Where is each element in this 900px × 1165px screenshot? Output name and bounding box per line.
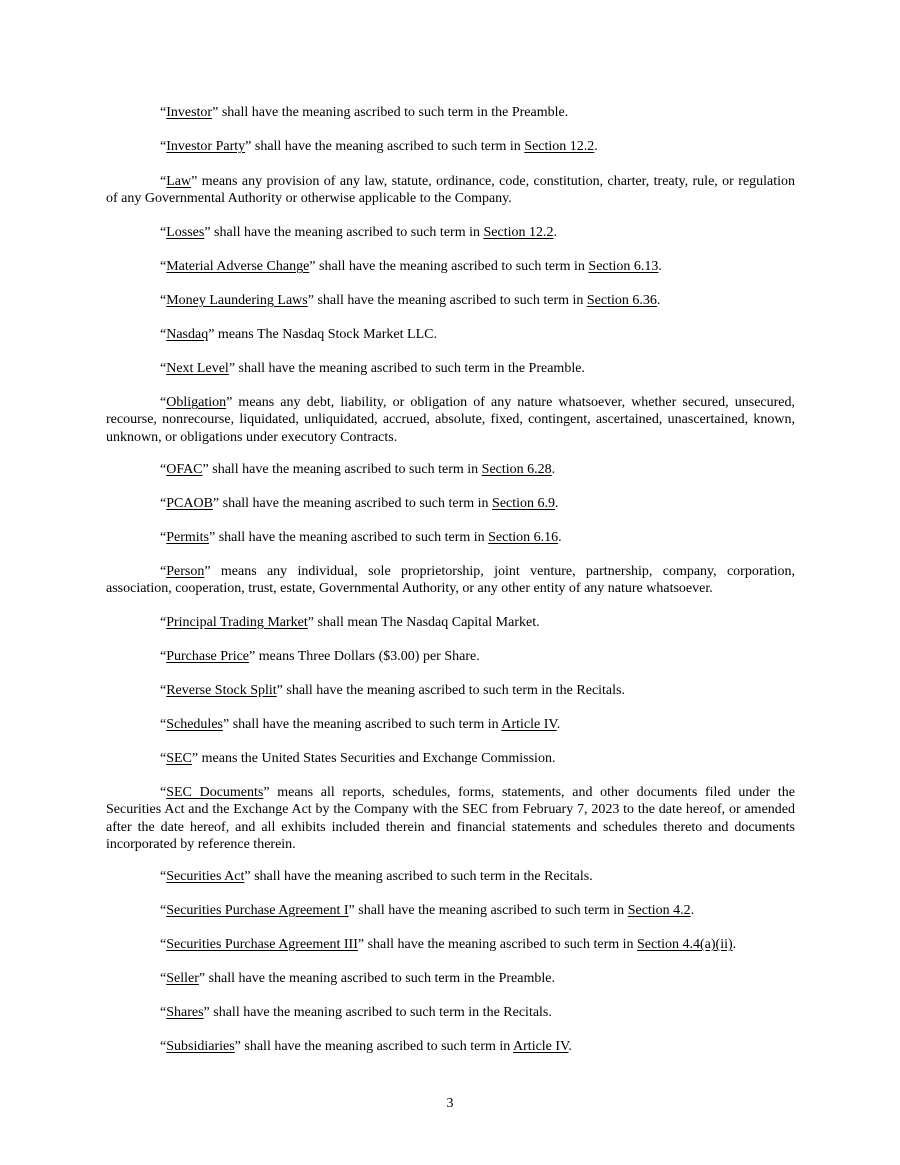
defined-term: Reverse Stock Split xyxy=(166,683,277,698)
section-reference: Section 6.13 xyxy=(588,259,659,274)
definition-paragraph: “Shares” shall have the meaning ascribed to such term in the Recitals. xyxy=(160,1005,552,1020)
section-reference: Article IV xyxy=(513,1039,569,1054)
section-reference: Section 12.2 xyxy=(524,139,595,154)
definition-paragraph: “Material Adverse Change” shall have the meaning ascribed to such term in Section 6.13. xyxy=(160,259,662,274)
defined-term: Subsidiaries xyxy=(166,1039,235,1054)
defined-term: Securities Purchase Agreement III xyxy=(166,937,358,952)
definition-paragraph: “OFAC” shall have the meaning ascribed to such term in Section 6.28. xyxy=(160,462,556,477)
definition-paragraph: “SEC” means the United States Securities and Exchange Commission. xyxy=(160,751,556,766)
defined-term: Securities Act xyxy=(166,869,245,884)
defined-term: SEC xyxy=(166,751,192,766)
section-reference: Section 6.36 xyxy=(586,293,657,308)
definition-paragraph: “Nasdaq” means The Nasdaq Stock Market LLC. xyxy=(160,327,437,342)
definition-paragraph: “Principal Trading Market” shall mean The Nasdaq Capital Market. xyxy=(160,615,540,630)
defined-term: Next Level xyxy=(166,361,229,376)
section-reference: Section 6.16 xyxy=(488,530,559,545)
section-reference: Section 6.28 xyxy=(481,462,552,477)
defined-term: Obligation xyxy=(166,395,227,410)
defined-term: Schedules xyxy=(166,717,223,732)
definition-paragraph: “Subsidiaries” shall have the meaning ascribed to such term in Article IV. xyxy=(160,1039,572,1054)
definition-paragraph: “Obligation” means any debt, liability, or obligation of any nature whatsoever, whether secured, unsecured, recourse, nonrecourse, liquidated, unliquidated, accrued, absolute, fixed, contingent, ascertained, unascertained, known, unknown, or obligations under executory Contracts. xyxy=(106,395,795,445)
definition-paragraph: “Losses” shall have the meaning ascribed to such term in Section 12.2. xyxy=(160,225,557,240)
definition-paragraph: “Money Laundering Laws” shall have the meaning ascribed to such term in Section 6.36. xyxy=(160,293,661,308)
defined-term: Nasdaq xyxy=(166,327,209,342)
section-reference: Section 4.2 xyxy=(627,903,691,918)
defined-term: Purchase Price xyxy=(166,649,250,664)
defined-term: Investor xyxy=(166,105,213,120)
section-reference: Section 6.9 xyxy=(492,496,556,511)
definition-paragraph: “SEC Documents” means all reports, schedules, forms, statements, and other documents filed under the Securities Act and the Exchange Act by the Company with the SEC from February 7, 2023 to the date hereof, or amended after the date hereof, and all exhibits included therein and financial statements and schedules thereto and documents incorporated by reference therein. xyxy=(106,785,795,853)
definition-paragraph: “Securities Purchase Agreement III” shall have the meaning ascribed to such term in Section 4.4(a)(ii). xyxy=(160,937,737,952)
defined-term: Seller xyxy=(166,971,199,986)
defined-term: Money Laundering Laws xyxy=(166,293,308,308)
defined-term: Person xyxy=(166,564,205,579)
defined-term: Principal Trading Market xyxy=(166,615,308,630)
defined-term: Law xyxy=(166,174,192,189)
definition-paragraph: “Law” means any provision of any law, statute, ordinance, code, constitution, charter, treaty, rule, or regulation of any Governmental Authority or otherwise applicable to the Company. xyxy=(106,174,795,207)
definition-paragraph: “PCAOB” shall have the meaning ascribed to such term in Section 6.9. xyxy=(160,496,559,511)
defined-term: PCAOB xyxy=(166,496,213,511)
definition-paragraph: “Person” means any individual, sole proprietorship, joint venture, partnership, company, corporation, association, cooperation, trust, estate, Governmental Authority, or any other entity of any nature whatsoever. xyxy=(106,564,795,597)
defined-term: Securities Purchase Agreement I xyxy=(166,903,349,918)
definition-paragraph: “Seller” shall have the meaning ascribed to such term in the Preamble. xyxy=(160,971,555,986)
definition-paragraph: “Securities Act” shall have the meaning ascribed to such term in the Recitals. xyxy=(160,869,593,884)
defined-term: Losses xyxy=(166,225,205,240)
definition-paragraph: “Reverse Stock Split” shall have the meaning ascribed to such term in the Recitals. xyxy=(160,683,625,698)
definition-paragraph: “Investor” shall have the meaning ascribed to such term in the Preamble. xyxy=(160,105,569,120)
defined-term: Investor Party xyxy=(166,139,246,154)
section-reference: Article IV xyxy=(501,717,557,732)
definition-paragraph: “Next Level” shall have the meaning ascribed to such term in the Preamble. xyxy=(160,361,585,376)
definition-paragraph: “Securities Purchase Agreement I” shall have the meaning ascribed to such term in Section 4.2. xyxy=(160,903,695,918)
defined-term: Material Adverse Change xyxy=(166,259,310,274)
section-reference: Section 12.2 xyxy=(483,225,554,240)
definition-paragraph: “Permits” shall have the meaning ascribed to such term in Section 6.16. xyxy=(160,530,562,545)
defined-term: Shares xyxy=(166,1005,204,1020)
definition-paragraph: “Schedules” shall have the meaning ascribed to such term in Article IV. xyxy=(160,717,561,732)
definition-paragraph: “Purchase Price” means Three Dollars ($3.00) per Share. xyxy=(160,649,480,664)
defined-term: SEC Documents xyxy=(166,785,264,800)
page-number: 3 xyxy=(446,1096,454,1111)
section-reference: Section 4.4(a)(ii) xyxy=(637,937,733,952)
defined-term: Permits xyxy=(166,530,209,545)
definition-paragraph: “Investor Party” shall have the meaning ascribed to such term in Section 12.2. xyxy=(160,139,598,154)
defined-term: OFAC xyxy=(166,462,203,477)
